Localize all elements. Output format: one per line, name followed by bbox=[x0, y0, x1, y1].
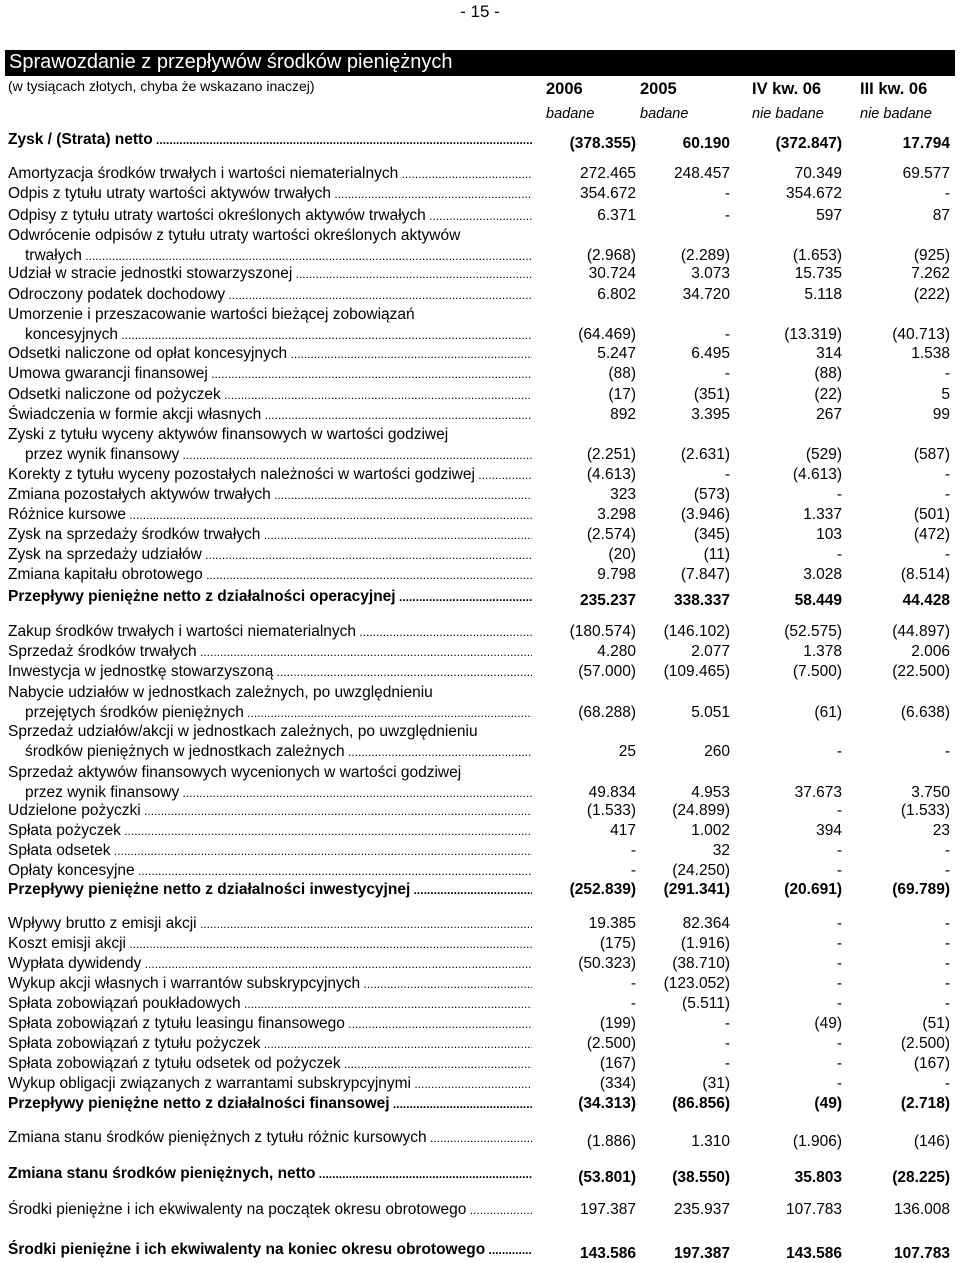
row-value: 267 bbox=[816, 406, 842, 423]
row-value: - bbox=[944, 935, 950, 952]
row-label: Zysk na sprzedaży środków trwałych ..... bbox=[8, 525, 532, 545]
row-value: (13.319) bbox=[784, 326, 842, 343]
row-value: 37.673 bbox=[794, 784, 842, 801]
row-label: Wykup obligacji związanych z warrantami subskrypcyjnymi ..... bbox=[8, 1074, 532, 1094]
row-value: 6.371 bbox=[597, 207, 636, 224]
row-value: - bbox=[724, 1055, 730, 1072]
row-label: trwałych ..... bbox=[25, 246, 532, 266]
row-value: - bbox=[944, 955, 950, 972]
row-value: 143.586 bbox=[785, 1245, 842, 1262]
row-value: - bbox=[836, 743, 842, 760]
column-status-q3-06: nie badane bbox=[860, 106, 932, 122]
row-value: 1.538 bbox=[911, 345, 950, 362]
row-value: - bbox=[944, 185, 950, 202]
row-value: (69.789) bbox=[892, 881, 950, 898]
row-label: Umowa gwarancji finansowej ..... bbox=[8, 364, 532, 384]
row-value: - bbox=[836, 1055, 842, 1072]
row-label: Spłata zobowiązań z tytułu leasingu finansowego ..... bbox=[8, 1014, 532, 1034]
row-value: 5.247 bbox=[597, 345, 636, 362]
row-label: przez wynik finansowy ..... bbox=[25, 445, 532, 465]
row-label: przejętych środków pieniężnych ..... bbox=[25, 703, 532, 723]
row-value: (22) bbox=[814, 386, 842, 403]
row-value: 34.720 bbox=[682, 286, 730, 303]
row-value: (1.533) bbox=[586, 802, 636, 819]
row-value: (11) bbox=[703, 546, 730, 563]
row-label: Koszt emisji akcji ..... bbox=[8, 934, 532, 954]
row-label: Świadczenia w formie akcji własnych ..... bbox=[8, 405, 532, 425]
row-value: (587) bbox=[913, 446, 950, 463]
column-status-q4-06: nie badane bbox=[752, 106, 824, 122]
row-value: (52.575) bbox=[784, 623, 842, 640]
row-label: Spłata pożyczek ..... bbox=[8, 821, 532, 841]
row-value: - bbox=[944, 975, 950, 992]
row-value: 3.750 bbox=[911, 784, 950, 801]
row-value: 17.794 bbox=[902, 135, 950, 152]
row-value: - bbox=[944, 365, 950, 382]
row-value: 23 bbox=[932, 822, 950, 839]
row-value: 2.077 bbox=[691, 643, 730, 660]
row-value: (378.355) bbox=[569, 135, 636, 152]
row-value: - bbox=[944, 466, 950, 483]
row-value: (50.323) bbox=[578, 955, 636, 972]
row-value: (49) bbox=[814, 1015, 842, 1032]
row-value: 58.449 bbox=[794, 592, 842, 609]
row-value: 248.457 bbox=[673, 165, 730, 182]
row-value: - bbox=[724, 365, 730, 382]
row-value: 5.051 bbox=[691, 704, 730, 721]
row-value: (351) bbox=[693, 386, 730, 403]
row-label: Udzielone pożyczki ..... bbox=[8, 801, 532, 821]
row-label: Zmiana kapitału obrotowego ..... bbox=[8, 565, 532, 585]
column-header-q3-06: III kw. 06 bbox=[860, 80, 928, 98]
row-value: 1.337 bbox=[803, 506, 842, 523]
row-label: Wpływy brutto z emisji akcji ..... bbox=[8, 914, 532, 934]
row-value: 4.953 bbox=[691, 784, 730, 801]
row-value: 103 bbox=[816, 526, 842, 543]
row-label: Odpisy z tytułu utraty wartości określonych aktywów trwałych ..... bbox=[8, 206, 532, 226]
row-label: Różnice kursowe ..... bbox=[8, 505, 532, 525]
row-label: Spłata zobowiązań poukładowych ..... bbox=[8, 994, 532, 1014]
row-value: 354.672 bbox=[579, 185, 636, 202]
row-value: 99 bbox=[932, 406, 950, 423]
row-value: 5 bbox=[941, 386, 950, 403]
row-value: 32 bbox=[712, 842, 730, 859]
row-value: 323 bbox=[610, 486, 636, 503]
row-value: - bbox=[944, 1075, 950, 1092]
row-value: - bbox=[836, 546, 842, 563]
row-value: (252.839) bbox=[569, 881, 636, 898]
row-value: (5.511) bbox=[682, 995, 730, 1012]
row-value: (123.052) bbox=[663, 975, 730, 992]
row-value: (175) bbox=[599, 935, 636, 952]
row-value: - bbox=[724, 466, 730, 483]
row-label: Spłata odsetek ..... bbox=[8, 841, 532, 861]
row-value: (2.289) bbox=[680, 247, 730, 264]
row-value: 5.118 bbox=[804, 286, 842, 303]
row-label: Przepływy pieniężne netto z działalności operacyjnej ..... bbox=[8, 587, 532, 607]
row-value: - bbox=[836, 1075, 842, 1092]
row-value: (7.847) bbox=[680, 566, 730, 583]
row-value: 235.237 bbox=[579, 592, 636, 609]
row-label: Udział w stracie jednostki stowarzyszonej ..... bbox=[8, 264, 532, 284]
row-value: 314 bbox=[816, 345, 842, 362]
row-value: (61) bbox=[814, 704, 842, 721]
row-value: 60.190 bbox=[682, 135, 730, 152]
row-label: koncesyjnych ..... bbox=[25, 325, 532, 345]
row-value: (44.897) bbox=[892, 623, 950, 640]
column-header-q4-06: IV kw. 06 bbox=[752, 80, 822, 98]
row-value: (24.250) bbox=[672, 862, 730, 879]
row-value: (38.710) bbox=[672, 955, 730, 972]
row-value: 354.672 bbox=[785, 185, 842, 202]
row-value: (2.968) bbox=[586, 247, 636, 264]
row-value: (180.574) bbox=[569, 623, 636, 640]
row-label: Odsetki naliczone od pożyczek ..... bbox=[8, 385, 532, 405]
row-value: 7.262 bbox=[911, 265, 950, 282]
row-value: (51) bbox=[922, 1015, 950, 1032]
row-value: (167) bbox=[599, 1055, 636, 1072]
row-value: (2.574) bbox=[586, 526, 636, 543]
row-value: (291.341) bbox=[663, 881, 730, 898]
row-value: (57.000) bbox=[578, 663, 636, 680]
row-value: 69.577 bbox=[902, 165, 950, 182]
row-value: (4.613) bbox=[586, 466, 636, 483]
row-value: 1.002 bbox=[691, 822, 730, 839]
row-value: - bbox=[836, 955, 842, 972]
row-value: (199) bbox=[599, 1015, 636, 1032]
row-value: (22.500) bbox=[892, 663, 950, 680]
row-value: - bbox=[630, 975, 636, 992]
row-value: 30.724 bbox=[588, 265, 636, 282]
row-value: - bbox=[724, 1035, 730, 1052]
row-value: - bbox=[944, 915, 950, 932]
row-value: 82.364 bbox=[682, 915, 730, 932]
row-value: 25 bbox=[618, 743, 636, 760]
row-label: Zmiana stanu środków pieniężnych, netto ..... bbox=[8, 1164, 532, 1184]
row-value: (2.500) bbox=[900, 1035, 950, 1052]
row-value: (64.469) bbox=[578, 326, 636, 343]
row-value: (2.631) bbox=[680, 446, 730, 463]
row-value: - bbox=[724, 1015, 730, 1032]
row-value: 107.783 bbox=[785, 1201, 842, 1218]
page-number: - 15 - bbox=[460, 2, 500, 21]
row-value: (17) bbox=[608, 386, 636, 403]
row-value: (34.313) bbox=[578, 1095, 636, 1112]
row-value: 417 bbox=[610, 822, 636, 839]
row-value: - bbox=[836, 1035, 842, 1052]
row-value: (4.613) bbox=[792, 466, 842, 483]
row-value: 597 bbox=[816, 207, 842, 224]
row-label: Spłata zobowiązań z tytułu pożyczek ..... bbox=[8, 1034, 532, 1054]
row-label: Opłaty koncesyjne ..... bbox=[8, 861, 532, 881]
row-value: (28.225) bbox=[892, 1169, 950, 1186]
row-value: (86.856) bbox=[672, 1095, 730, 1112]
row-value: 3.028 bbox=[803, 566, 842, 583]
row-value: (40.713) bbox=[892, 326, 950, 343]
row-value: 143.586 bbox=[579, 1245, 636, 1262]
row-label: Sprzedaż udziałów/akcji w jednostkach zależnych, po uwzględnieniu bbox=[8, 723, 478, 740]
row-label: Umorzenie i przeszacowanie wartości bieżącej zobowiązań bbox=[8, 306, 415, 323]
row-value: (53.801) bbox=[578, 1169, 636, 1186]
row-label: Zmiana pozostałych aktywów trwałych ..... bbox=[8, 485, 532, 505]
row-value: (501) bbox=[913, 506, 950, 523]
row-value: (573) bbox=[693, 486, 730, 503]
row-value: (24.899) bbox=[672, 802, 730, 819]
row-value: - bbox=[836, 802, 842, 819]
row-label: Środki pieniężne i ich ekwiwalenty na koniec okresu obrotowego ..... bbox=[8, 1240, 532, 1260]
row-label: Sprzedaż aktywów finansowych wycenionych w wartości godziwej bbox=[8, 764, 462, 781]
row-label: Amortyzacja środków trwałych i wartości niematerialnych ..... bbox=[8, 164, 532, 184]
row-value: 136.008 bbox=[893, 1201, 950, 1218]
row-label: Przepływy pieniężne netto z działalności finansowej ..... bbox=[8, 1094, 532, 1114]
row-value: 3.395 bbox=[691, 406, 730, 423]
row-value: - bbox=[836, 975, 842, 992]
row-value: - bbox=[836, 862, 842, 879]
row-value: (6.638) bbox=[900, 704, 950, 721]
column-header-2006: 2006 bbox=[546, 80, 583, 98]
row-value: 2.006 bbox=[911, 643, 950, 660]
row-value: 394 bbox=[816, 822, 842, 839]
row-value: (3.946) bbox=[680, 506, 730, 523]
row-value: 4.280 bbox=[597, 643, 636, 660]
row-label: Nabycie udziałów w jednostkach zależnych, po uwzględnieniu bbox=[8, 684, 433, 701]
row-value: (88) bbox=[608, 365, 636, 382]
row-value: (1.653) bbox=[792, 247, 842, 264]
row-value: (1.886) bbox=[586, 1133, 636, 1150]
row-value: 6.802 bbox=[597, 286, 636, 303]
row-value: 197.387 bbox=[673, 1245, 730, 1262]
row-label: Odsetki naliczone od opłat koncesyjnych ..... bbox=[8, 344, 532, 364]
row-value: 197.387 bbox=[579, 1201, 636, 1218]
row-label: Zysk na sprzedaży udziałów ..... bbox=[8, 545, 532, 565]
row-value: (49) bbox=[814, 1095, 842, 1112]
row-value: (20) bbox=[608, 546, 636, 563]
row-label: Wypłata dywidendy ..... bbox=[8, 954, 532, 974]
row-value: (146.102) bbox=[663, 623, 730, 640]
row-label: Środki pieniężne i ich ekwiwalenty na początek okresu obrotowego ..... bbox=[8, 1200, 532, 1220]
row-label: Sprzedaż środków trwałych ..... bbox=[8, 642, 532, 662]
row-value: (345) bbox=[693, 526, 730, 543]
row-value: (8.514) bbox=[900, 566, 950, 583]
row-value: - bbox=[944, 842, 950, 859]
row-label: Wykup akcji własnych i warrantów subskrypcyjnych ..... bbox=[8, 974, 532, 994]
row-value: (1.533) bbox=[900, 802, 950, 819]
row-value: 6.495 bbox=[691, 345, 730, 362]
row-value: 107.783 bbox=[893, 1245, 950, 1262]
column-status-2006: badane bbox=[546, 106, 595, 122]
row-value: 49.834 bbox=[588, 784, 636, 801]
row-value: - bbox=[944, 546, 950, 563]
row-value: 260 bbox=[704, 743, 730, 760]
row-value: 1.378 bbox=[803, 643, 842, 660]
row-value: 87 bbox=[932, 207, 950, 224]
row-value: (1.906) bbox=[792, 1133, 842, 1150]
row-value: (2.718) bbox=[900, 1095, 950, 1112]
row-value: (472) bbox=[913, 526, 950, 543]
row-label: Przepływy pieniężne netto z działalności inwestycyjnej ..... bbox=[8, 880, 532, 900]
row-label: Spłata zobowiązań z tytułu odsetek od pożyczek ..... bbox=[8, 1054, 532, 1074]
row-value: (2.251) bbox=[586, 446, 636, 463]
row-label: Zmiana stanu środków pieniężnych z tytułu różnic kursowych ..... bbox=[8, 1128, 532, 1148]
row-label: Korekty z tytułu wyceny pozostałych należności w wartości godziwej ..... bbox=[8, 465, 532, 485]
column-header-2005: 2005 bbox=[640, 80, 677, 98]
row-value: - bbox=[944, 486, 950, 503]
row-value: (109.465) bbox=[663, 663, 730, 680]
row-value: (88) bbox=[814, 365, 842, 382]
row-value: (20.691) bbox=[784, 881, 842, 898]
row-value: 235.937 bbox=[673, 1201, 730, 1218]
row-value: 70.349 bbox=[794, 165, 842, 182]
row-label: Odpis z tytułu utraty wartości aktywów trwałych ..... bbox=[8, 184, 532, 204]
row-value: 1.310 bbox=[691, 1133, 730, 1150]
row-value: - bbox=[836, 995, 842, 1012]
currency-note: (w tysiącach złotych, chyba że wskazano inaczej) bbox=[8, 78, 315, 94]
row-value: - bbox=[630, 842, 636, 859]
row-label: Inwestycja w jednostkę stowarzyszoną ..... bbox=[8, 662, 532, 682]
row-value: 35.803 bbox=[794, 1169, 842, 1186]
row-value: (68.288) bbox=[578, 704, 636, 721]
row-label: Odroczony podatek dochodowy ..... bbox=[8, 285, 532, 305]
row-value: 19.385 bbox=[588, 915, 636, 932]
row-label: Zyski z tytułu wyceny aktywów finansowych w wartości godziwej bbox=[8, 426, 449, 443]
row-value: - bbox=[836, 935, 842, 952]
row-value: - bbox=[724, 326, 730, 343]
column-status-2005: badane bbox=[640, 106, 689, 122]
row-value: (222) bbox=[913, 286, 950, 303]
row-value: - bbox=[944, 862, 950, 879]
row-value: - bbox=[630, 995, 636, 1012]
row-value: - bbox=[836, 842, 842, 859]
row-value: 3.298 bbox=[597, 506, 636, 523]
row-value: - bbox=[836, 915, 842, 932]
page-title: Sprawozdanie z przepływów środków pieniężnych bbox=[9, 51, 453, 73]
row-value: (31) bbox=[702, 1075, 730, 1092]
row-label: środków pieniężnych w jednostkach zależnych ..... bbox=[25, 742, 532, 762]
row-label: przez wynik finansowy ..... bbox=[25, 783, 532, 803]
row-value: - bbox=[836, 486, 842, 503]
row-value: 892 bbox=[610, 406, 636, 423]
row-value: - bbox=[724, 207, 730, 224]
row-value: 15.735 bbox=[794, 265, 842, 282]
row-value: - bbox=[724, 185, 730, 202]
row-value: - bbox=[630, 862, 636, 879]
row-value: 44.428 bbox=[902, 592, 950, 609]
row-value: 338.337 bbox=[673, 592, 730, 609]
row-value: (1.916) bbox=[680, 935, 730, 952]
row-label: Zakup środków trwałych i wartości niematerialnych ..... bbox=[8, 622, 532, 642]
row-value: - bbox=[944, 995, 950, 1012]
row-value: (925) bbox=[913, 247, 950, 264]
row-label: Zysk / (Strata) netto ..... bbox=[8, 130, 532, 150]
row-value: (529) bbox=[805, 446, 842, 463]
row-value: - bbox=[944, 743, 950, 760]
row-label: Odwrócenie odpisów z tytułu utraty wartości określonych aktywów bbox=[8, 227, 461, 244]
row-value: (372.847) bbox=[775, 135, 842, 152]
row-value: 9.798 bbox=[597, 566, 636, 583]
row-value: 3.073 bbox=[691, 265, 730, 282]
row-value: (7.500) bbox=[792, 663, 842, 680]
row-value: (146) bbox=[913, 1133, 950, 1150]
row-value: (38.550) bbox=[672, 1169, 730, 1186]
row-value: 272.465 bbox=[579, 165, 636, 182]
row-value: (334) bbox=[599, 1075, 636, 1092]
row-value: (167) bbox=[913, 1055, 950, 1072]
row-value: (2.500) bbox=[586, 1035, 636, 1052]
